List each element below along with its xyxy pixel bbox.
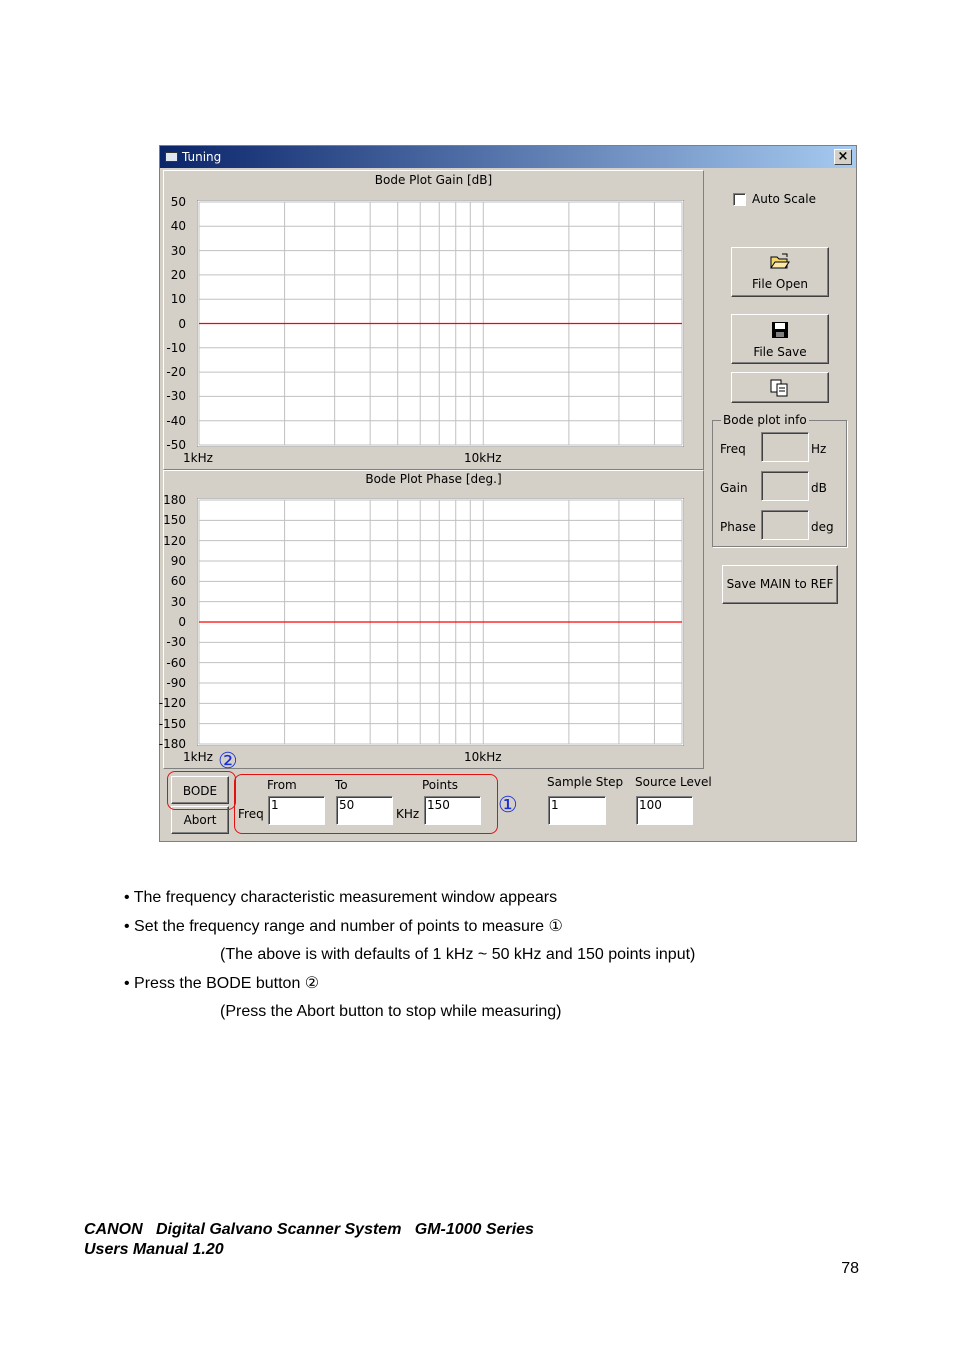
floppy-disk-icon	[771, 321, 789, 339]
gain-chart-title: Bode Plot Gain [dB]	[374, 173, 493, 187]
file-save-label: File Save	[753, 345, 807, 359]
file-save-button[interactable]	[731, 314, 829, 364]
bode-plot-info-group	[712, 413, 847, 547]
auto-scale-label: Auto Scale	[752, 192, 816, 206]
points-input[interactable]: 150	[424, 796, 481, 825]
y-tick-label: 10	[170, 292, 186, 307]
y-tick-label: -120	[158, 696, 186, 711]
phase-chart-title: Bode Plot Phase [deg.]	[365, 472, 502, 486]
title-bar[interactable]	[160, 146, 856, 168]
y-tick-label: 0	[178, 615, 186, 629]
y-tick-label: 150	[163, 513, 186, 528]
instruction-item: • The frequency characteristic measurement window appears	[124, 889, 558, 906]
annotation-box-freq-range	[234, 774, 498, 834]
info-phase-label: Phase	[720, 520, 756, 534]
source-level-input[interactable]: 100	[636, 796, 693, 825]
instruction-item: • Press the BODE button ②	[124, 974, 320, 992]
abort-button[interactable]	[171, 806, 229, 834]
instruction-note: (The above is with defaults of 1 kHz ~ 50 kHz and 150 points input)	[220, 946, 696, 963]
footer-line-2: Users Manual 1.20	[84, 1241, 224, 1258]
from-freq-input[interactable]: 1	[268, 796, 325, 825]
y-tick-label: -90	[166, 676, 186, 690]
y-tick-label: -40	[166, 413, 186, 428]
file-open-button[interactable]	[731, 247, 829, 297]
copy-icon	[770, 379, 790, 397]
close-button[interactable]	[834, 149, 852, 165]
info-phase-unit: deg	[811, 520, 834, 534]
khz-label: KHz	[396, 807, 420, 821]
y-tick-label: 30	[170, 594, 186, 609]
info-gain-label: Gain	[720, 481, 748, 495]
instruction-list	[124, 884, 695, 1027]
annotation-marker-2: ②	[218, 748, 238, 773]
auto-scale-checkbox[interactable]	[733, 193, 746, 206]
y-tick-label: -20	[166, 365, 186, 380]
y-tick-label: -150	[158, 716, 186, 731]
footer	[84, 1220, 534, 1260]
info-freq-unit: Hz	[811, 442, 827, 456]
gain-x-tick-1khz: 1kHz	[183, 451, 213, 465]
copy-button[interactable]	[731, 372, 829, 403]
info-gain-unit: dB	[811, 481, 827, 495]
from-label: From	[267, 778, 297, 792]
folder-open-icon	[770, 253, 790, 271]
footer-line-1: CANON Digital Galvano Scanner System GM-1000 Series	[84, 1221, 534, 1238]
phase-x-tick-1khz: 1kHz	[183, 750, 213, 764]
y-tick-label: 180	[163, 493, 186, 507]
freq-label: Freq	[238, 807, 264, 821]
file-open-label: File Open	[752, 277, 808, 291]
instruction-note: (Press the Abort button to stop while measuring)	[220, 1003, 562, 1020]
y-tick-label: -180	[158, 737, 186, 751]
y-tick-label: -30	[166, 389, 186, 404]
phase-chart	[197, 498, 684, 746]
y-tick-label: -60	[166, 655, 186, 670]
window-app-icon	[165, 152, 178, 162]
gain-x-tick-10khz: 10kHz	[464, 451, 502, 465]
y-tick-label: 50	[170, 195, 186, 209]
gain-chart-panel	[163, 170, 704, 470]
y-tick-label: 0	[178, 316, 186, 331]
sample-step-label: Sample Step	[547, 775, 624, 789]
to-freq-input[interactable]: 50	[336, 796, 393, 825]
tuning-window	[159, 145, 857, 842]
y-tick-label: -50	[166, 438, 186, 452]
y-tick-label: -10	[166, 340, 186, 355]
sample-step-input[interactable]: 1	[548, 796, 606, 825]
phase-chart-panel	[158, 470, 704, 769]
y-tick-label: 90	[170, 554, 186, 568]
save-main-to-ref-button[interactable]	[722, 565, 838, 604]
phase-x-tick-10khz: 10kHz	[464, 750, 502, 764]
close-icon: ×	[837, 149, 849, 164]
y-tick-label: -30	[166, 635, 186, 650]
annotation-box-bode	[167, 771, 236, 810]
bode-button-label: BODE	[182, 784, 218, 798]
info-freq-label: Freq	[720, 442, 746, 456]
page-number: 78	[841, 1260, 859, 1277]
info-gain-field	[761, 471, 809, 501]
y-tick-label: 30	[170, 243, 186, 258]
window-title: Tuning	[182, 150, 222, 164]
y-tick-label: 20	[170, 267, 186, 282]
source-level-label: Source Level	[635, 775, 712, 789]
y-tick-label: 60	[170, 574, 186, 589]
abort-button-label: Abort	[183, 813, 217, 827]
y-tick-label: 120	[163, 533, 186, 548]
info-freq-field	[761, 432, 809, 462]
annotation-marker-1: ①	[498, 792, 518, 817]
info-phase-field	[761, 510, 809, 540]
points-label: Points	[422, 778, 459, 792]
bode-plot-info-title: Bode plot info	[723, 413, 807, 427]
to-label: To	[335, 778, 348, 792]
y-tick-label: 40	[170, 219, 186, 234]
save-main-to-ref-label: Save MAIN to REF	[726, 577, 834, 591]
instruction-item: • Set the frequency range and number of points to measure ①	[124, 917, 563, 935]
gain-chart	[197, 200, 684, 447]
